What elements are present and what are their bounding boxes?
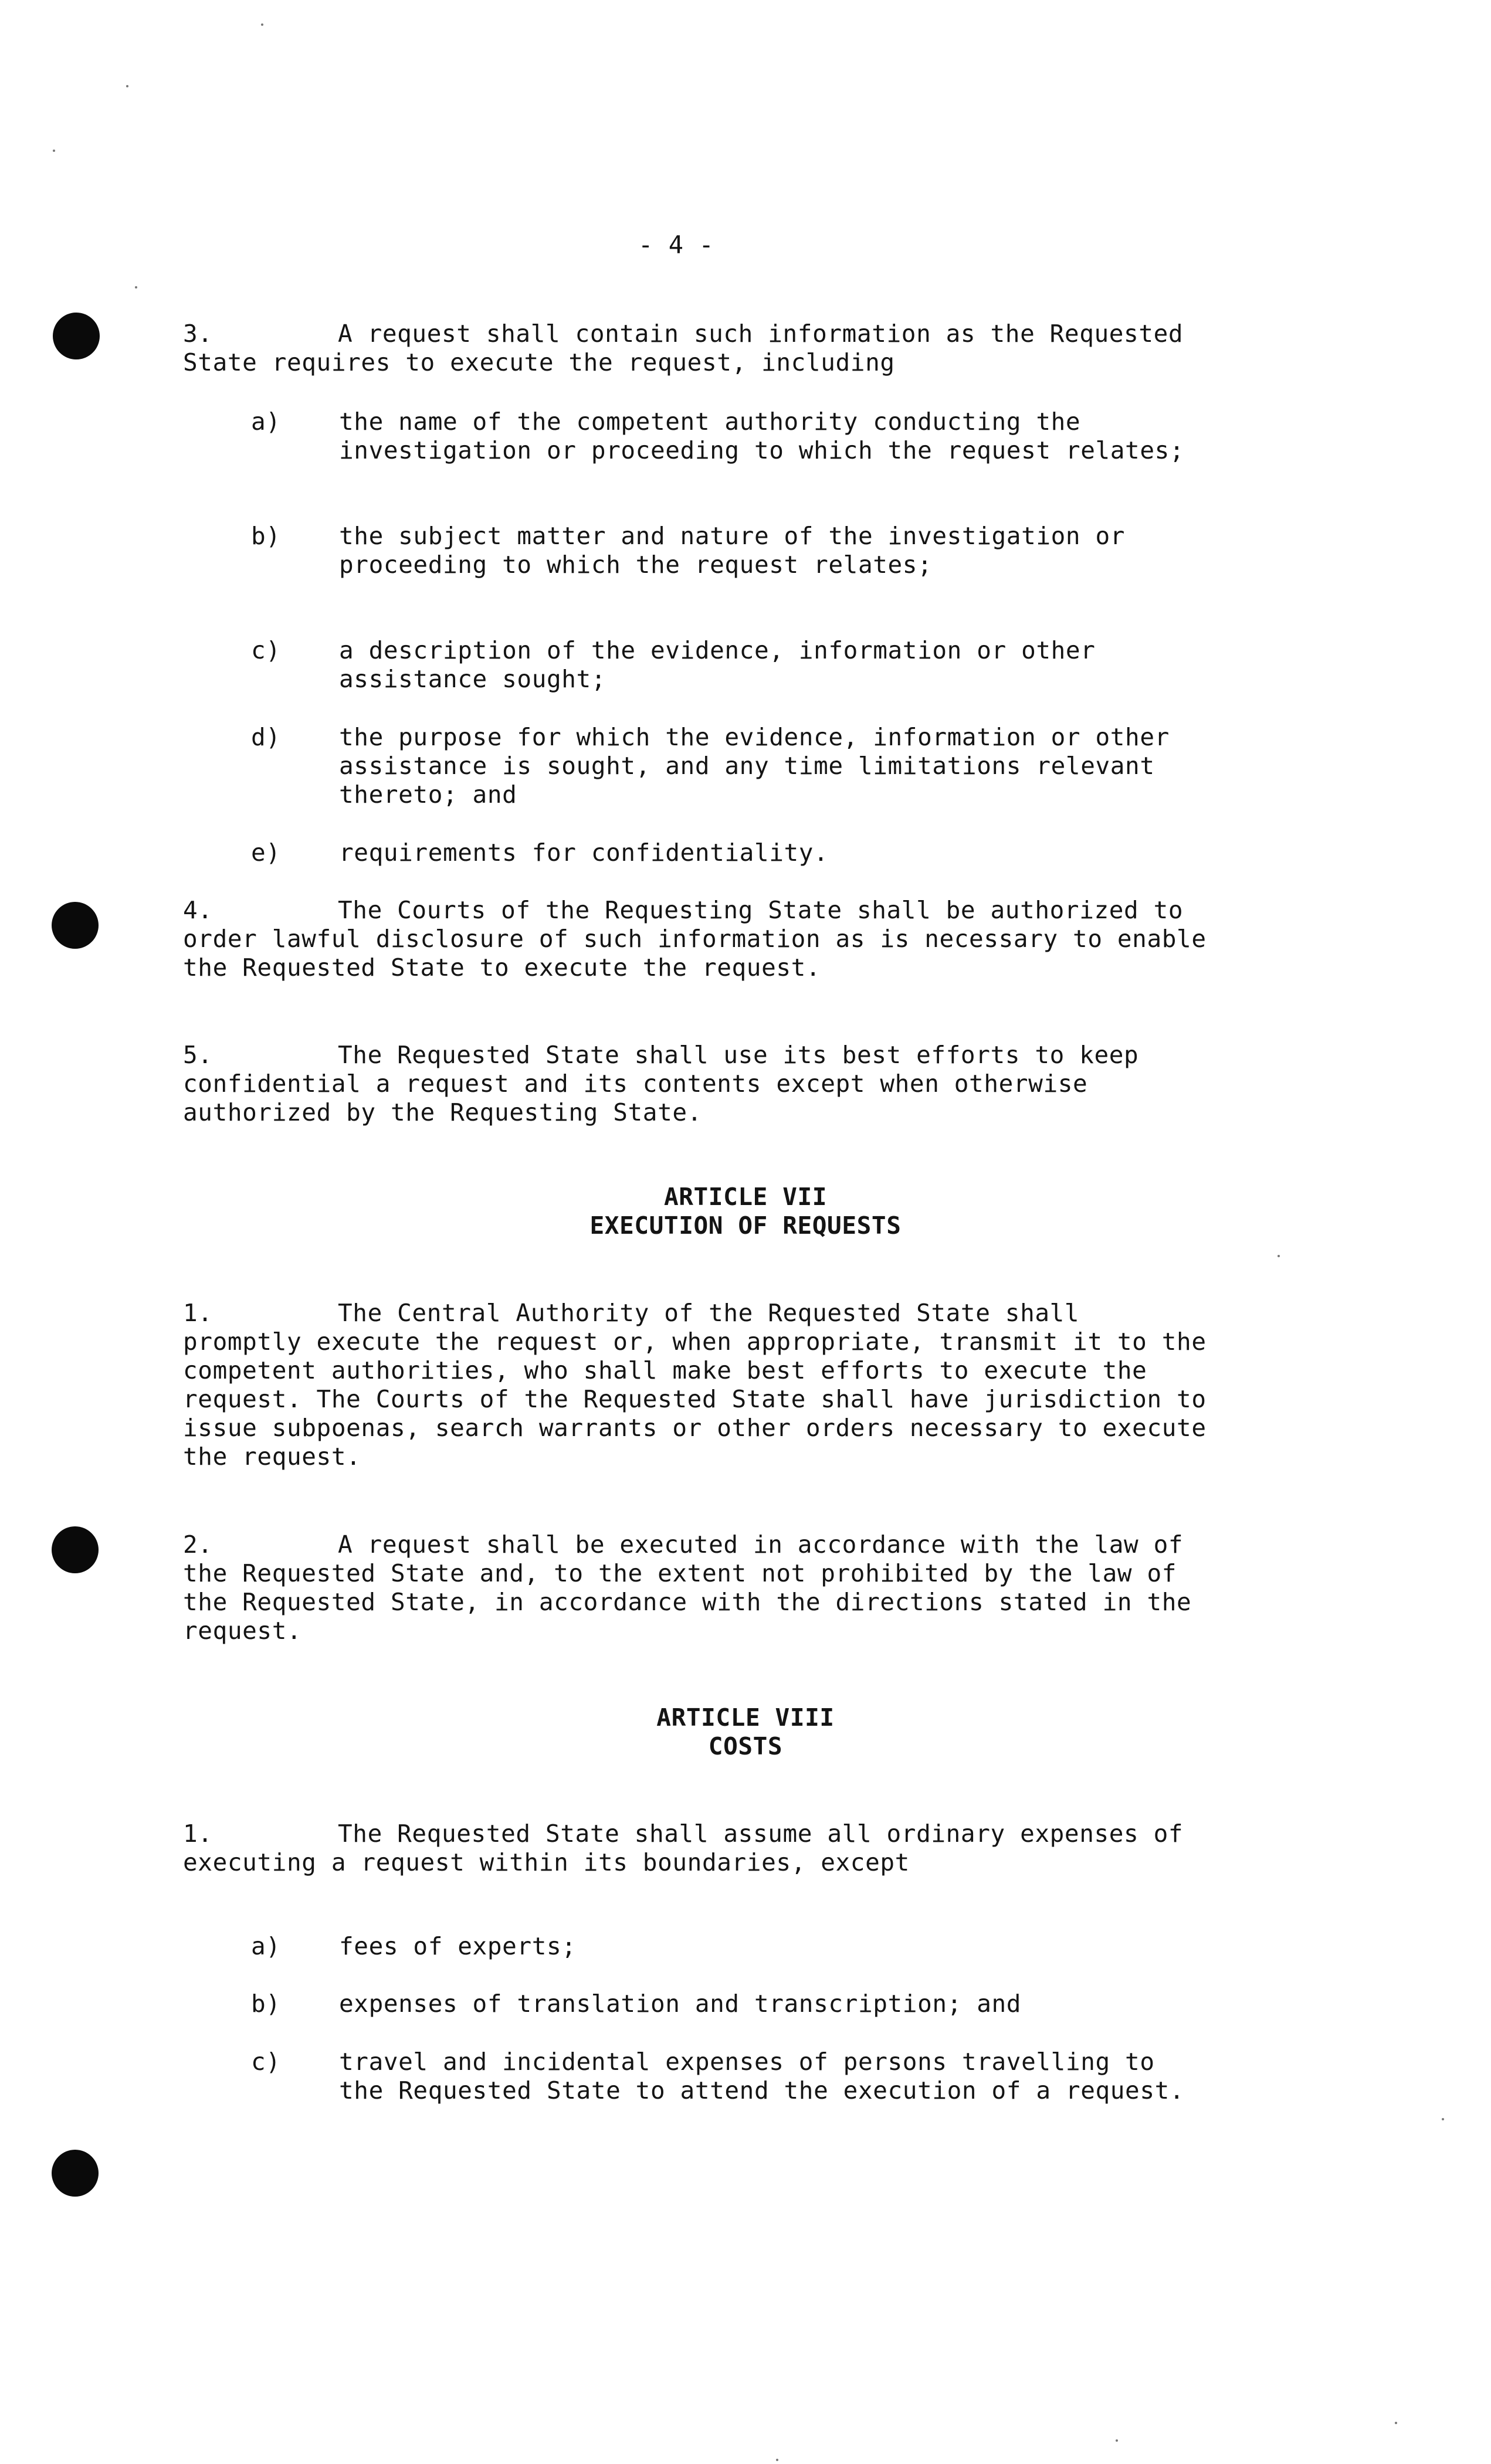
list-item-text: the subject matter and nature of the investigation or proceeding to which the request relates; [339,522,1126,579]
paragraph-4-text: 4. The Courts of the Requesting State shall be authorized to order lawful disclosure of such information as is necessary to enable the Requested State to execute the request. [183,896,1207,982]
article-7-paragraph-1-number: 1. [183,1299,213,1327]
scan-speck [135,286,137,289]
scan-speck [776,2459,778,2461]
list-item-label: d) [251,723,281,751]
list-item-text: requirements for confidentiality. [339,839,829,867]
list-item-text: the name of the competent authority conducting the investigation or proceeding to which the request relates; [339,408,1185,464]
article-8-subtitle: COSTS [708,1732,783,1760]
article-8-title: ARTICLE VIII [656,1703,835,1732]
page-number: - 4 - [638,230,714,259]
paragraph-3-text: 3. A request shall contain such information as the Requested State requires to execute the request, including [183,320,1184,376]
list-item-text: travel and incidental expenses of persons travelling to the Requested State to attend the execution of a request. [339,2048,1185,2105]
paragraph-3-number: 3. [183,320,213,348]
article-7-subtitle: EXECUTION OF REQUESTS [589,1211,902,1240]
list-item-text: expenses of translation and transcription; and [339,1990,1022,2018]
scan-speck [1442,2118,1444,2120]
list-item-label: b) [251,522,281,550]
article-7-title: ARTICLE VII [663,1183,828,1211]
list-item-label: e) [251,839,281,867]
scan-speck [53,150,55,152]
punch-hole-1 [53,313,100,359]
article-8-paragraph-1-number: 1. [183,1820,213,1848]
paragraph-4-number: 4. [183,896,213,924]
list-item-label: c) [251,636,281,664]
scan-speck [1116,2439,1118,2442]
list-item-text: the purpose for which the evidence, information or other assistance is sought, and any time limitations relevant thereto; and [339,723,1170,809]
article-7-paragraph-1-text: 1. The Central Authority of the Requested State shall promptly execute the request or, when appropriate, transmit it to the competent authorities, who shall make best efforts to execute the request. The Courts of the Requested State shall have jurisdiction to issue subpoenas, search warrants or other orders necessary to execute the request. [183,1299,1207,1471]
article-8-paragraph-1-text: 1. The Requested State shall assume all ordinary expenses of executing a request within its boundaries, except [183,1820,1184,1876]
list-item-label: c) [251,2048,281,2076]
list-item-label: b) [251,1990,281,2018]
article-7-paragraph-2-text: 2. A request shall be executed in accordance with the law of the Requested State and, to the extent not prohibited by the law of the Requested State, in accordance with the directions stated in the request. [183,1530,1192,1645]
list-item-text: a description of the evidence, information or other assistance sought; [339,636,1096,693]
paragraph-5-text: 5. The Requested State shall use its best efforts to keep confidential a request and its contents except when otherwise authorized by the Requesting State. [183,1041,1139,1126]
list-item-text: fees of experts; [339,1932,577,1960]
punch-hole-2 [52,902,99,949]
list-item-label: a) [251,1932,281,1960]
scan-speck [261,23,263,26]
list-item-label: a) [251,408,281,436]
scan-speck [126,85,128,87]
paragraph-5-number: 5. [183,1041,213,1069]
scan-speck [1395,2422,1397,2424]
article-7-paragraph-2-number: 2. [183,1530,213,1559]
scan-speck [1277,1255,1280,1257]
punch-hole-4 [52,2150,99,2197]
punch-hole-3 [52,1526,99,1573]
